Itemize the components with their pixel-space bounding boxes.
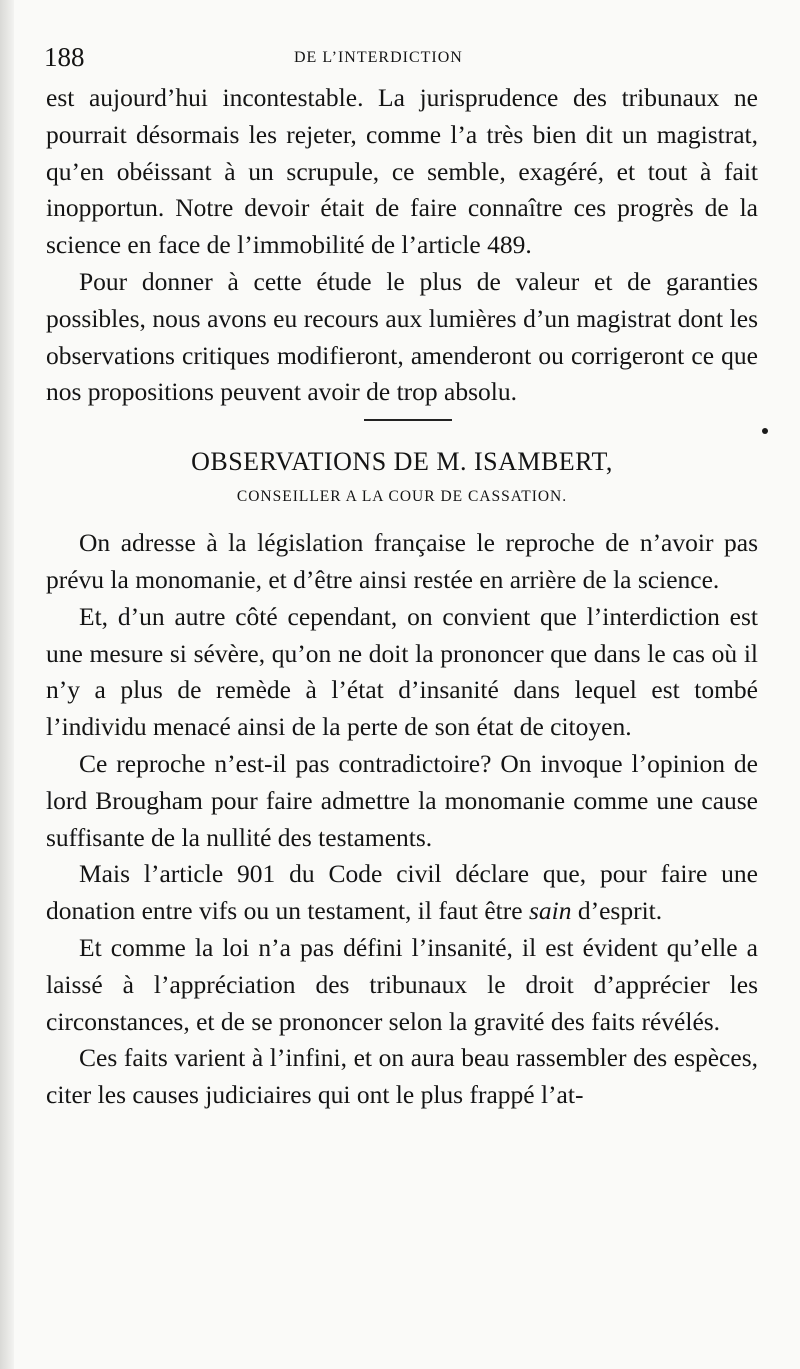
paragraph [46,1040,758,1114]
paragraph [46,525,758,599]
paragraph-text: Et, d’un autre côté cependant, on convient que l’interdiction est une mesure si sévère, qu’on ne doit la prononcer que dans le cas où il n’y a plus de remède à l’état d’insanité dans lequel est tombé l’individu menacé ainsi de la perte de son état de citoyen. [46,601,758,742]
paragraph-continued [46,80,758,264]
paragraph [46,856,758,930]
page-number: 188 [44,42,85,72]
paragraph [46,746,758,856]
page-header [44,42,756,72]
paragraph [46,930,758,1040]
paragraph-text: est aujourd’hui incontestable. La jurisprudence des tribunaux ne pourrait désormais les rejeter, comme l’a très bien dit un magistrat, qu’en obéissant à un scrupule, ce semble, exagéré, et tout à fait inopportun. Notre devoir était de faire connaître ces progrès de la science en face de l’immobilité de l’article 489. [46,83,758,260]
emphasized-word: sain [528,896,572,926]
paragraph-text: Pour donner à cette étude le plus de valeur et de garanties possibles, nous avons eu recours aux lumières d’un magistrat dont les observations critiques modifieront, amenderont ou corrigeront ce que nos propositions peuvent avoir de trop absolu. [46,266,758,407]
paragraph-text: Ce reproche n’est-il pas contradictoire? On invoque l’opinion de lord Brougham pour faire admettre la monomanie comme une cause suffisante de la nullité des testaments. [46,748,758,852]
paragraph-text: On adresse à la législation française le reproche de n’avoir pas prévu la monomanie, et d’être ainsi restée en arrière de la science. [46,528,758,594]
running-head: DE L’INTERDICTION [294,49,463,66]
section-subtitle: CONSEILLER A LA COUR DE CASSATION. [236,488,568,506]
page-gutter-shadow [0,0,14,1369]
paragraph-text: Ces faits varient à l’infini, et on aura beau rassembler des espèces, citer les causes judiciaires qui ont le plus frappé l’at- [46,1043,758,1110]
paragraph [46,264,758,411]
paragraph-text: Mais l’article 901 du Code civil déclare que, pour faire une donation entre vifs ou un testament, il faut être [46,859,758,926]
section-divider-rule [364,419,452,421]
paragraph-text: Et comme la loi n’a pas défini l’insanité, il est évident qu’elle a laissé à l’appréciation des tribunaux le droit d’apprécier les circonstances, et de se prononcer selon la gravité des faits révélés. [46,932,758,1036]
paragraph [46,599,758,746]
ink-speck [762,428,768,434]
section-title: OBSERVATIONS DE M. ISAMBERT, [191,447,613,477]
body-text [46,80,758,1114]
paragraph-text: d’esprit. [571,896,663,926]
